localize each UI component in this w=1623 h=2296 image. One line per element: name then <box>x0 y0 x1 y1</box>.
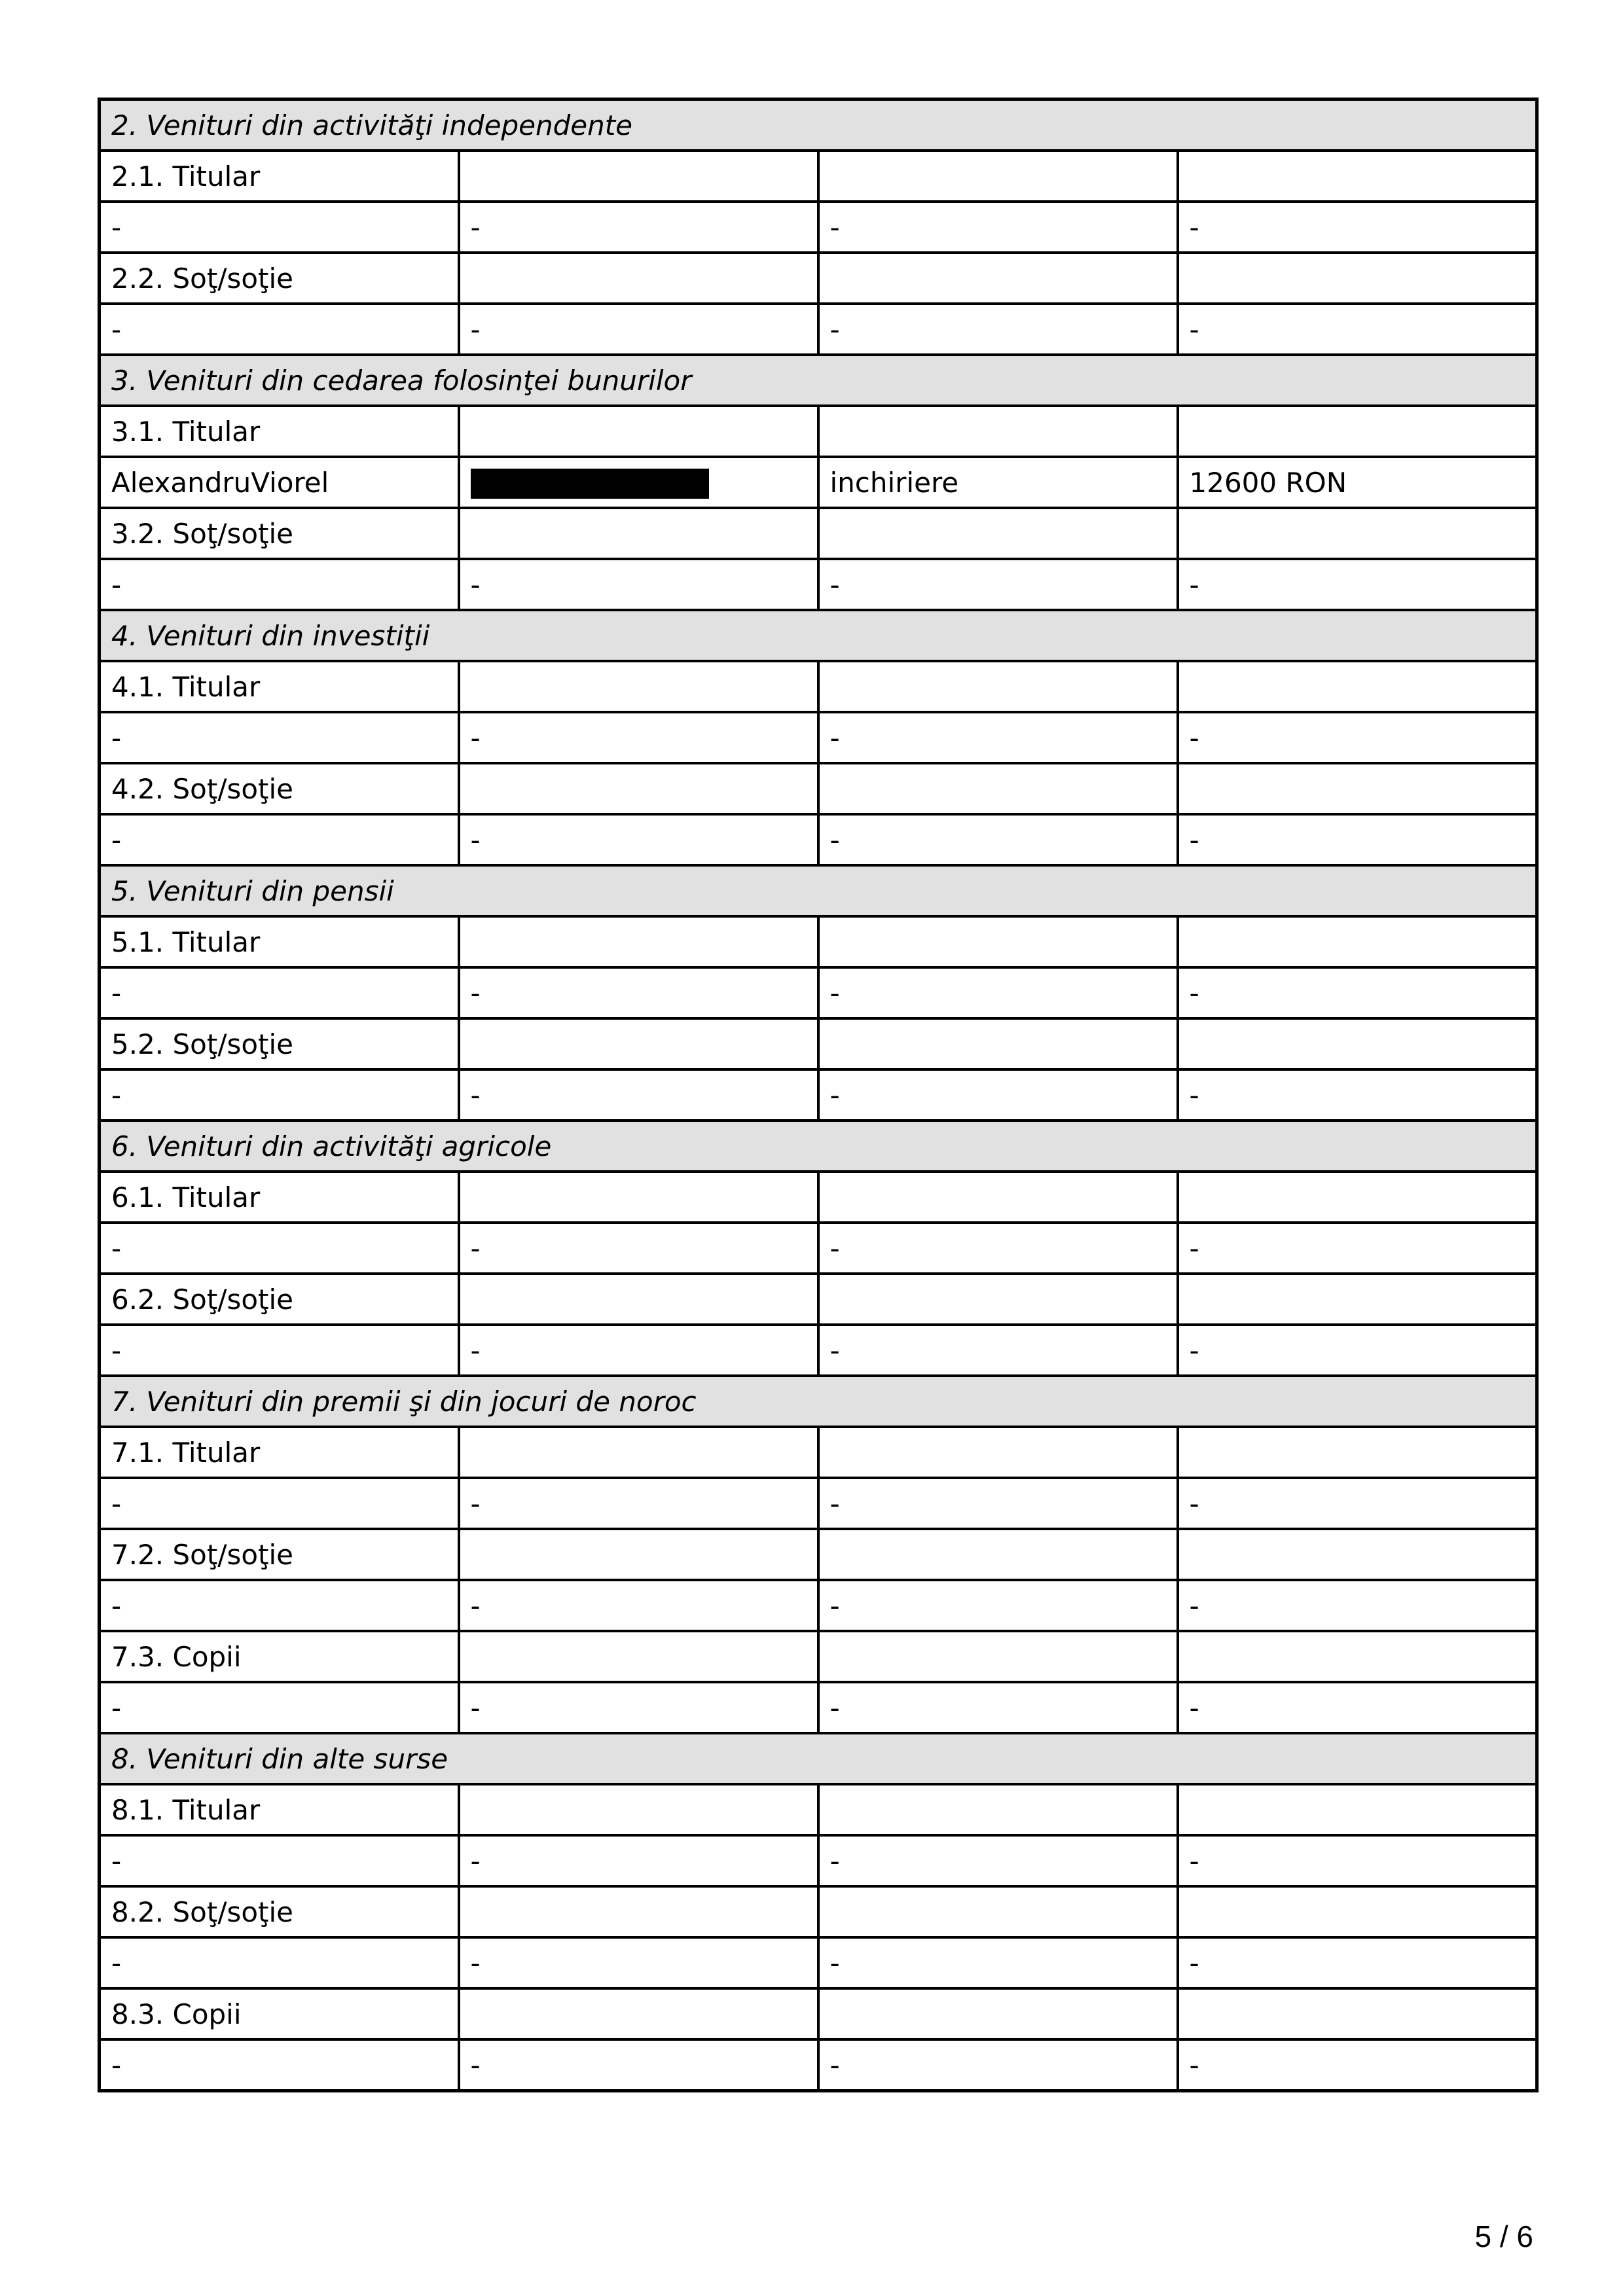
table-row <box>100 1937 1537 1988</box>
section-header-row <box>100 1376 1537 1427</box>
empty-cell <box>1178 1427 1537 1478</box>
table-row <box>100 1835 1537 1886</box>
table-cell: - <box>1178 814 1537 865</box>
table-row <box>100 457 1537 508</box>
empty-cell <box>1178 763 1537 814</box>
table-cell: - <box>100 712 459 763</box>
table-cell: - <box>100 1937 459 1988</box>
group-label: 6.1. Titular <box>100 1172 459 1223</box>
table-cell: - <box>1178 1325 1537 1376</box>
table-cell: - <box>459 814 818 865</box>
empty-cell <box>818 1784 1178 1835</box>
table-cell: - <box>459 304 818 355</box>
table-row <box>100 1069 1537 1121</box>
table-cell: - <box>100 1069 459 1121</box>
group-label: 6.2. Soţ/soţie <box>100 1274 459 1325</box>
income-table-body <box>100 99 1537 2091</box>
section-title: 5. Venituri din pensii <box>100 865 1537 916</box>
empty-cell <box>818 1886 1178 1937</box>
table-cell: 12600 RON <box>1178 457 1537 508</box>
group-label-row <box>100 1018 1537 1069</box>
group-label-row <box>100 253 1537 304</box>
empty-cell <box>1178 151 1537 202</box>
table-cell: - <box>818 1682 1178 1733</box>
table-cell: - <box>100 202 459 253</box>
table-cell: - <box>818 202 1178 253</box>
group-label-row <box>100 151 1537 202</box>
empty-cell <box>818 406 1178 457</box>
table-cell: - <box>1178 1580 1537 1631</box>
empty-cell <box>459 1631 818 1682</box>
empty-cell <box>818 1018 1178 1069</box>
table-cell: - <box>818 1478 1178 1529</box>
empty-cell <box>818 763 1178 814</box>
group-label: 2.2. Soţ/soţie <box>100 253 459 304</box>
empty-cell <box>1178 1274 1537 1325</box>
table-cell: AlexandruViorel <box>100 457 459 508</box>
group-label: 4.1. Titular <box>100 661 459 712</box>
table-cell: - <box>1178 1682 1537 1733</box>
empty-cell <box>1178 1988 1537 2039</box>
section-header-row <box>100 1121 1537 1172</box>
table-cell: - <box>818 967 1178 1018</box>
group-label-row <box>100 1784 1537 1835</box>
table-row <box>100 1682 1537 1733</box>
empty-cell <box>459 508 818 559</box>
group-label: 2.1. Titular <box>100 151 459 202</box>
group-label-row <box>100 508 1537 559</box>
table-cell: - <box>818 1325 1178 1376</box>
empty-cell <box>818 1274 1178 1325</box>
table-cell: - <box>100 1223 459 1274</box>
table-cell: - <box>1178 2039 1537 2091</box>
table-cell: - <box>1178 202 1537 253</box>
table-cell: - <box>100 304 459 355</box>
group-label-row <box>100 406 1537 457</box>
group-label-row <box>100 763 1537 814</box>
table-row <box>100 814 1537 865</box>
empty-cell <box>459 1274 818 1325</box>
table-cell: - <box>818 1580 1178 1631</box>
empty-cell <box>459 763 818 814</box>
group-label: 8.2. Soţ/soţie <box>100 1886 459 1937</box>
table-row <box>100 304 1537 355</box>
empty-cell <box>459 916 818 967</box>
table-cell: - <box>459 1937 818 1988</box>
table-cell: - <box>459 1478 818 1529</box>
empty-cell <box>818 253 1178 304</box>
group-label-row <box>100 1427 1537 1478</box>
empty-cell <box>1178 1631 1537 1682</box>
group-label-row <box>100 1529 1537 1580</box>
group-label: 8.1. Titular <box>100 1784 459 1835</box>
section-title: 8. Venituri din alte surse <box>100 1733 1537 1784</box>
section-header-row <box>100 865 1537 916</box>
table-cell: - <box>459 1325 818 1376</box>
empty-cell <box>459 406 818 457</box>
empty-cell <box>1178 1529 1537 1580</box>
table-cell: - <box>100 1835 459 1886</box>
table-cell: - <box>818 814 1178 865</box>
table-cell: - <box>1178 967 1537 1018</box>
empty-cell <box>818 151 1178 202</box>
table-row <box>100 2039 1537 2091</box>
empty-cell <box>1178 1172 1537 1223</box>
empty-cell <box>1178 1784 1537 1835</box>
empty-cell <box>1178 661 1537 712</box>
table-cell: - <box>818 712 1178 763</box>
redaction-box <box>471 469 709 499</box>
table-cell: - <box>1178 1835 1537 1886</box>
table-cell: - <box>1178 1478 1537 1529</box>
table-cell: - <box>818 1835 1178 1886</box>
empty-cell <box>1178 1886 1537 1937</box>
empty-cell <box>818 1427 1178 1478</box>
table-cell: - <box>459 202 818 253</box>
group-label-row <box>100 661 1537 712</box>
empty-cell <box>818 1631 1178 1682</box>
empty-cell <box>818 916 1178 967</box>
table-cell: - <box>100 1682 459 1733</box>
empty-cell <box>1178 508 1537 559</box>
section-header-row <box>100 610 1537 661</box>
table-cell: - <box>459 559 818 610</box>
table-cell: - <box>818 304 1178 355</box>
table-row <box>100 202 1537 253</box>
table-cell: inchiriere <box>818 457 1178 508</box>
group-label-row <box>100 1886 1537 1937</box>
table-cell: - <box>459 2039 818 2091</box>
empty-cell <box>459 1172 818 1223</box>
group-label: 7.2. Soţ/soţie <box>100 1529 459 1580</box>
section-title: 7. Venituri din premii şi din jocuri de noroc <box>100 1376 1537 1427</box>
section-title: 4. Venituri din investiţii <box>100 610 1537 661</box>
table-row <box>100 712 1537 763</box>
group-label: 7.1. Titular <box>100 1427 459 1478</box>
table-cell: - <box>100 559 459 610</box>
empty-cell <box>459 1988 818 2039</box>
group-label: 3.1. Titular <box>100 406 459 457</box>
table-cell: - <box>459 1580 818 1631</box>
empty-cell <box>459 1018 818 1069</box>
empty-cell <box>1178 1018 1537 1069</box>
table-cell: - <box>1178 1223 1537 1274</box>
section-title: 2. Venituri din activităţi independente <box>100 99 1537 151</box>
redacted-cell <box>459 457 818 508</box>
group-label-row <box>100 1274 1537 1325</box>
table-cell: - <box>100 1325 459 1376</box>
table-cell: - <box>818 559 1178 610</box>
table-cell: - <box>1178 1937 1537 1988</box>
table-row <box>100 559 1537 610</box>
section-header-row <box>100 99 1537 151</box>
page-number: 5 / 6 <box>1474 2219 1533 2253</box>
empty-cell <box>1178 406 1537 457</box>
table-cell: - <box>818 1223 1178 1274</box>
group-label: 4.2. Soţ/soţie <box>100 763 459 814</box>
table-cell: - <box>459 1223 818 1274</box>
table-cell: - <box>100 1478 459 1529</box>
empty-cell <box>459 1529 818 1580</box>
empty-cell <box>818 661 1178 712</box>
group-label-row <box>100 916 1537 967</box>
empty-cell <box>1178 253 1537 304</box>
section-header-row <box>100 1733 1537 1784</box>
group-label-row <box>100 1631 1537 1682</box>
table-cell: - <box>818 1937 1178 1988</box>
group-label-row <box>100 1988 1537 2039</box>
table-cell: - <box>100 967 459 1018</box>
income-table <box>98 98 1539 2092</box>
table-row <box>100 1223 1537 1274</box>
empty-cell <box>459 1886 818 1937</box>
group-label: 7.3. Copii <box>100 1631 459 1682</box>
table-cell: - <box>818 2039 1178 2091</box>
group-label: 5.1. Titular <box>100 916 459 967</box>
section-title: 3. Venituri din cedarea folosinţei bunurilor <box>100 355 1537 406</box>
table-cell: - <box>818 1069 1178 1121</box>
table-row <box>100 967 1537 1018</box>
empty-cell <box>1178 916 1537 967</box>
empty-cell <box>459 1784 818 1835</box>
table-cell: - <box>100 1580 459 1631</box>
empty-cell <box>459 1427 818 1478</box>
group-label: 5.2. Soţ/soţie <box>100 1018 459 1069</box>
group-label: 3.2. Soţ/soţie <box>100 508 459 559</box>
group-label-row <box>100 1172 1537 1223</box>
empty-cell <box>818 1172 1178 1223</box>
table-row <box>100 1580 1537 1631</box>
table-cell: - <box>459 1069 818 1121</box>
empty-cell <box>818 1988 1178 2039</box>
table-row <box>100 1325 1537 1376</box>
table-cell: - <box>100 2039 459 2091</box>
table-cell: - <box>100 814 459 865</box>
group-label: 8.3. Copii <box>100 1988 459 2039</box>
empty-cell <box>459 151 818 202</box>
table-cell: - <box>1178 712 1537 763</box>
table-row <box>100 1478 1537 1529</box>
table-cell: - <box>459 1682 818 1733</box>
table-cell: - <box>459 967 818 1018</box>
empty-cell <box>818 508 1178 559</box>
table-cell: - <box>459 712 818 763</box>
section-title: 6. Venituri din activităţi agricole <box>100 1121 1537 1172</box>
empty-cell <box>459 253 818 304</box>
table-cell: - <box>459 1835 818 1886</box>
table-cell: - <box>1178 559 1537 610</box>
table-cell: - <box>1178 304 1537 355</box>
empty-cell <box>818 1529 1178 1580</box>
empty-cell <box>459 661 818 712</box>
section-header-row <box>100 355 1537 406</box>
table-cell: - <box>1178 1069 1537 1121</box>
